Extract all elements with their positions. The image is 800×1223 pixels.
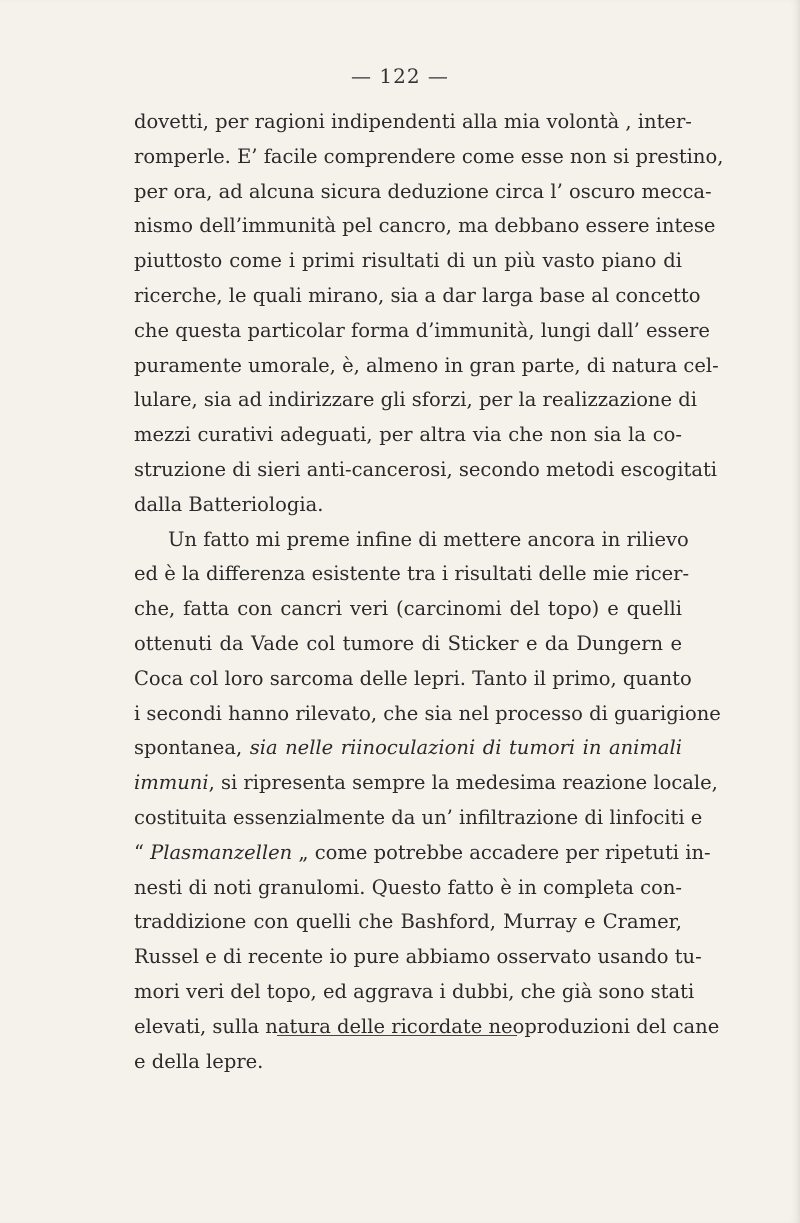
page-number: — 122 — (351, 64, 449, 88)
text-line: ricerche, le quali mirano, sia a dar larga base al concetto (134, 283, 701, 307)
text-line: traddizione con quelli che Bashford, Murray e Cramer, (134, 910, 682, 934)
text-line: mezzi curativi adeguati, per altra via che non sia la co- (134, 423, 682, 447)
text-line: piuttosto come i primi risultati di un più vasto piano di (134, 249, 682, 273)
text-line: mori veri del topo, ed aggrava i dubbi, che già sono stati (134, 979, 695, 1003)
text-line: romperle. E’ facile comprendere come esse non si prestino, (134, 144, 724, 168)
text-line: ed è la differenza esistente tra i risultati delle mie ricer- (134, 562, 690, 586)
text-line: ottenuti da Vade col tumore di Sticker e da Dungern e (134, 631, 682, 655)
text-segment: , si ripresenta sempre la medesima reazione locale, (208, 771, 718, 795)
section-rule (277, 1035, 517, 1036)
text-line: per ora, ad alcuna sicura deduzione circa l’ oscuro mecca- (134, 179, 712, 203)
text-line (134, 836, 711, 871)
italic-text: Plasmanzellen (150, 840, 293, 864)
text-line (134, 731, 682, 766)
text-segment: „ come potrebbe accadere per ripetuti in- (292, 840, 711, 864)
text-segment: “ (134, 840, 151, 864)
text-line: Un fatto mi preme infine di mettere ancora in rilievo (168, 527, 689, 551)
text-line: Russel e di recente io pure abbiamo osservato usando tu- (134, 945, 702, 969)
text-line: elevati, sulla natura delle ricordate neoproduzioni del cane (134, 1014, 720, 1038)
text-segment: spontanea, (134, 736, 250, 760)
text-line: lulare, sia ad indirizzare gli sforzi, per la realizzazione di (134, 388, 697, 412)
text-line: i secondi hanno rilevato, che sia nel processo di guarigione (134, 701, 721, 725)
text-line: dovetti, per ragioni indipendenti alla mia volontà , inter- (134, 110, 692, 133)
text-line: che questa particolar forma d’immunità, lungi dall’ essere (134, 318, 710, 342)
text-line: puramente umorale, è, almeno in gran parte, di natura cel- (134, 353, 719, 377)
body-text (134, 105, 724, 1079)
text-line: struzione di sieri anti-cancerosi, secondo metodi escogitati (134, 457, 718, 481)
text-line: costituita essenzialmente da un’ infiltrazione di linfociti e (134, 805, 703, 829)
italic-text: sia nelle riinoculazioni di tumori in animali (249, 736, 682, 760)
text-line: che, fatta con cancri veri (carcinomi del topo) e quelli (134, 597, 682, 621)
text-line: dalla Batteriologia. (134, 492, 324, 516)
text-line: Coca col loro sarcoma delle lepri. Tanto il primo, quanto (134, 666, 692, 690)
text-line (134, 766, 718, 801)
text-line: nismo dell’immunità pel cancro, ma debbano essere intese (134, 214, 716, 238)
italic-text: immuni (134, 771, 209, 795)
text-line: nesti di noti granulomi. Questo fatto è in completa con- (134, 875, 682, 899)
text-line: e della lepre. (134, 1049, 264, 1073)
